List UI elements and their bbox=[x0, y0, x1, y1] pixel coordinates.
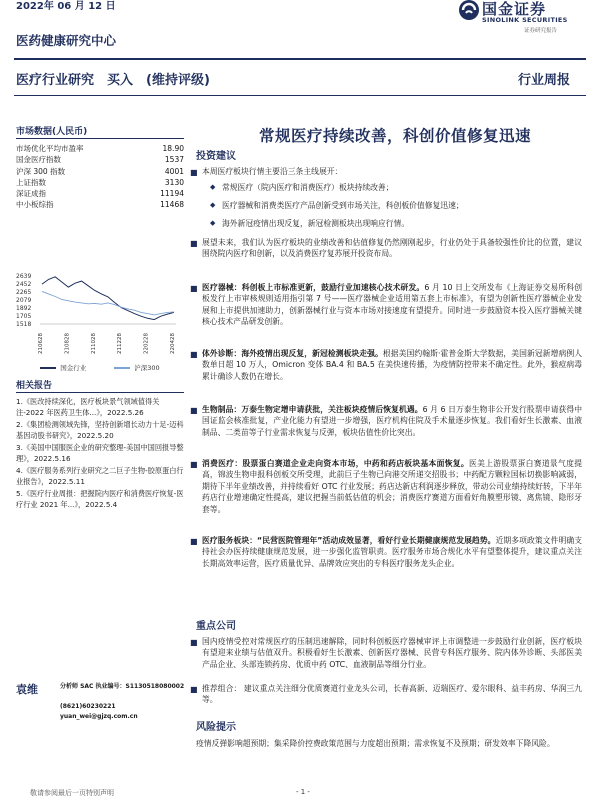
analyst-name: 袁维 bbox=[16, 683, 38, 696]
report-type: 行业周报 bbox=[517, 73, 570, 88]
sub-bullet-1 bbox=[210, 182, 582, 193]
market-data-row bbox=[16, 166, 184, 177]
related-report-item[interactable] bbox=[16, 442, 184, 464]
analyst-sac-number: 分析师 SAC 执业编号：S1130518080002 bbox=[60, 683, 185, 690]
bullet-square-icon: ■ bbox=[190, 350, 198, 359]
market-data-row bbox=[16, 188, 184, 199]
related-report-date: 2022.5.11 bbox=[48, 477, 85, 486]
sub-bullet-text: 医疗器械和消费类医疗产品创新受到市场关注，科创板价值修复迅速； bbox=[222, 201, 464, 210]
diamond-bullet-icon: ◆ bbox=[210, 183, 216, 191]
y-tick-label: 2452 bbox=[16, 281, 32, 288]
bullet-square-icon: ■ bbox=[190, 638, 198, 647]
industry-rating: 医疗行业研究 买入 (维持评级) bbox=[16, 73, 210, 88]
series-line-guojin-industry bbox=[42, 277, 174, 320]
footer-disclaimer: 敬请参阅最后一页特别声明 bbox=[30, 789, 114, 797]
subheader-divider bbox=[14, 95, 586, 96]
related-report-item[interactable] bbox=[16, 396, 184, 418]
key-companies-text: 国内疫情受控对常规医疗的压制迅速解除，同时科创板医疗器械审评上市调整进一步鼓励行业创新，医疗板块有望迎来业绩与估值双升。积极看好生长激素、创新医疗器械、民营专科医疗服务、院内体外诊断、头部医美产品企业、头部连锁药房、优质中药 OTC、血液制品等细分行业。 bbox=[202, 637, 582, 669]
analyst-phone: (8621)60230221 bbox=[60, 703, 116, 710]
chart-legend bbox=[16, 363, 184, 372]
related-report-text: 5.《医疗行业周报：把握院内医疗和消费医疗恢复-医疗行业 2021 年...》， bbox=[16, 489, 184, 509]
market-data-row bbox=[16, 177, 184, 188]
medical-services-text: 近期多项政策文件明确支持社会办医持续健康规范发展，进一步强化监管职责。医疗服务市场合规化水平有望整体提升，建议重点关注长期高效率运营，医疗质量优异、品牌效应突出的专科医疗服务龙头企业。 bbox=[202, 536, 582, 568]
bullet-square-icon: ■ bbox=[190, 284, 198, 293]
diamond-bullet-icon: ◆ bbox=[210, 219, 216, 227]
related-report-item[interactable] bbox=[16, 488, 184, 510]
market-data-value: 3130 bbox=[164, 177, 184, 187]
market-data-table bbox=[16, 143, 184, 211]
bullet-square-icon: ■ bbox=[190, 460, 198, 469]
series-line-hs300 bbox=[42, 291, 174, 315]
x-tick-label: 211028 bbox=[90, 333, 97, 354]
index-line-chart-svg bbox=[16, 272, 184, 362]
medical-services-heading: 医疗服务板块：“民营医院管理年”活动成效显著，看好行业长期健康规范发展趋势。 bbox=[202, 536, 496, 545]
related-report-item[interactable] bbox=[16, 465, 184, 487]
report-date: 2022年 06 月 12 日 bbox=[16, 1, 116, 12]
section-risk: 风险提示 bbox=[196, 722, 236, 733]
market-data-value: 11468 bbox=[160, 200, 184, 210]
sub-bullet-3 bbox=[210, 218, 582, 229]
x-tick-label: 220428 bbox=[170, 333, 176, 354]
market-data-row bbox=[16, 199, 184, 210]
market-data-label: 中小板综指 bbox=[16, 200, 54, 210]
y-tick-label: 2265 bbox=[16, 289, 32, 296]
medical-devices-heading: 医疗器械：科创板上市标准更新，鼓励行业加速核心技术研发。 bbox=[202, 283, 425, 292]
related-report-date: 2022.5.20 bbox=[77, 431, 114, 440]
related-report-text: 1.《医改持续深化，医疗板块景气领域值得关注-2022 年医药卫生体...》， bbox=[16, 397, 160, 417]
y-tick-label: 1892 bbox=[16, 305, 32, 312]
bullet-square-icon: ■ bbox=[190, 168, 198, 177]
paragraph-risk bbox=[196, 738, 582, 749]
paragraph-intro bbox=[190, 166, 582, 177]
legend-swatch bbox=[114, 367, 130, 369]
logo-english-name: SINOLINK SECURITIES bbox=[482, 16, 568, 24]
market-data-value: 4001 bbox=[164, 166, 184, 176]
consumer-medical-text: 医美上游股票蛋白赛道景气度提高，锦波生物申报科创板交所受理，此前巨子生物已向港交所递交招股书；中药配方颗粒国标切换影响减弱，期待下半年业绩改善，并持续看好 OTC 行业发展；药店达新店利润逐步释放，带动公司业绩持续好转，下半年药店行业增速确定性提高，建议把握当前低估值的机会；消费医疗赛道方面看好角膜塑形镜、离焦镜、隐形牙套等。 bbox=[202, 459, 582, 514]
paragraph-portfolio bbox=[190, 683, 582, 706]
ivd-heading: 体外诊断：海外疫情出现反复，新冠检测板块走强。 bbox=[202, 349, 383, 358]
logo-chinese-name: 国金证券 bbox=[482, 0, 547, 18]
medical-devices-text: 6 月 10 日上交所发布《上海证券交易所科创板发行上市审核规则适用指引第 7 号——医疗器械企业适用第五套上市标准》，有望为创新性医疗器械企业发展和上市提供加速助力，创新器械行业与资本市场对接速度有望提升。同时进一步鼓励资本投入医疗器械关键核心技术产品研发创新。 bbox=[202, 283, 582, 327]
sinolink-logo-icon bbox=[458, 0, 480, 21]
consumer-medical-heading: 消费医疗：股票蛋白赛道企业走向资本市场，中药和药店板块基本面恢复。 bbox=[202, 459, 470, 468]
y-tick-label: 1705 bbox=[16, 313, 32, 320]
bullet-square-icon: ■ bbox=[190, 406, 198, 415]
market-data-label: 沪深 300 指数 bbox=[16, 166, 66, 176]
outlook-text: 展望未来，我们认为医疗板块的业绩改善和估值修复仍然刚刚起步，行业仍处于具备较强性价比的位置，建议围绕院内医疗和创新，以及消费医疗复苏展开投资布局。 bbox=[202, 238, 582, 259]
biologics-text: 6 月 6 日万泰生物非公开发行股票申请获得中国证监会核准批复，产业化能力有望进一步增强，医疗机构住院及手术量逐步恢复。我们看好生长激素、血液制品、二类苗等子行业需求恢复与反弹，板块估值性价比突出。 bbox=[202, 405, 582, 437]
related-report-date: 2022.5.26 bbox=[107, 408, 144, 417]
market-data-label: 上证指数 bbox=[16, 177, 46, 187]
sub-bullet-2 bbox=[210, 200, 582, 211]
market-data-value: 11194 bbox=[160, 189, 184, 199]
risk-text: 疫情反弹影响超预期；集采降价控费政策范围与力度超出预期；需求恢复不及预期；研发效率下降风险。 bbox=[196, 739, 555, 748]
page-number: - 1 - bbox=[296, 788, 310, 796]
market-data-row bbox=[16, 154, 184, 165]
paragraph-outlook bbox=[190, 237, 582, 260]
sub-bullet-text: 海外新冠疫情出现反复，新冠检测板块出现响应行情。 bbox=[222, 219, 410, 228]
market-data-label: 深证成指 bbox=[16, 189, 46, 199]
legend-item bbox=[114, 363, 159, 372]
paragraph-medical-services bbox=[190, 535, 582, 569]
logo-tagline: 证券研究报告 bbox=[524, 28, 558, 34]
related-report-text: 2.《集团检测领域先锋，坚持创新增长动力十足-迈科基因动股书研究》， bbox=[16, 420, 184, 440]
intro-text: 本周医疗板块行情主要沿三条主线展开： bbox=[202, 167, 343, 176]
paragraph-consumer-medical bbox=[190, 458, 582, 515]
related-report-date: 2022.5.4 bbox=[85, 500, 118, 509]
sinolink-logo bbox=[458, 0, 598, 39]
sub-bullet-text: 常规医疗（院内医疗和消费医疗）板块持续改善； bbox=[222, 183, 394, 192]
x-tick-label: 211228 bbox=[117, 333, 124, 354]
market-data-label: 国金医疗指数 bbox=[16, 155, 61, 165]
y-tick-label: 2639 bbox=[16, 273, 32, 280]
section-investment-advice: 投资建议 bbox=[196, 151, 236, 162]
related-report-item[interactable] bbox=[16, 419, 184, 441]
analyst-email[interactable]: yuan_wei@gjzq.com.cn bbox=[60, 713, 138, 720]
legend-label: 国金行业 bbox=[60, 364, 87, 372]
paragraph-ivd bbox=[190, 348, 582, 382]
department-title: 医药健康研究中心 bbox=[16, 33, 117, 48]
related-reports bbox=[16, 378, 184, 511]
related-report-text: 3.《美国中国服医企业的研究整理-美国中国回报导整理》， bbox=[16, 443, 184, 463]
x-tick-label: 210828 bbox=[64, 333, 71, 354]
y-tick-label: 2079 bbox=[16, 297, 32, 304]
market-data-value: 1537 bbox=[164, 155, 184, 165]
header-divider bbox=[14, 58, 586, 60]
market-data-label: 市场优化平均市盈率 bbox=[16, 144, 84, 153]
x-tick-label: 220228 bbox=[143, 333, 150, 354]
related-report-text: 4.《医疗服务系列行业研究之二巨子生物-胶原蛋白行业报告》， bbox=[16, 466, 184, 486]
y-tick-label: 1518 bbox=[16, 321, 32, 328]
legend-swatch bbox=[40, 367, 56, 369]
ivd-text: 根据美国约翰斯·霍普金斯大学数据，美国新冠新增病例人数单日超 10 万人，Omicron 变体 BA.4 和 BA.5 在美快速传播，为疫情防控带来不确定性。此外，猴痘病毒累计确诊人数仍在增长。 bbox=[202, 349, 582, 381]
paragraph-medical-devices bbox=[190, 282, 582, 328]
report-title: 常规医疗持续改善，科创价值修复迅速 bbox=[258, 126, 531, 145]
paragraph-key-companies bbox=[190, 636, 582, 670]
market-data-value: 18.90 bbox=[162, 144, 184, 153]
market-data-panel bbox=[16, 124, 184, 211]
market-data-title: 市场数据(人民币) bbox=[16, 124, 184, 139]
related-reports-list bbox=[16, 396, 184, 510]
bullet-square-icon: ■ bbox=[190, 239, 198, 248]
market-data-row bbox=[16, 143, 184, 154]
diamond-bullet-icon: ◆ bbox=[210, 201, 216, 209]
paragraph-biologics bbox=[190, 404, 582, 438]
bullet-square-icon: ■ bbox=[190, 537, 198, 546]
biologics-heading: 生物制品：万泰生物定增申请获批，关注板块疫情后恢复机遇。 bbox=[202, 405, 423, 414]
related-report-date: 2022.5.16 bbox=[33, 454, 71, 463]
legend-label: 沪深300 bbox=[134, 364, 160, 372]
legend-item bbox=[40, 363, 86, 372]
related-reports-title: 相关报告 bbox=[16, 378, 184, 393]
bullet-square-icon: ■ bbox=[190, 685, 198, 694]
section-key-companies: 重点公司 bbox=[196, 621, 236, 632]
portfolio-text: 推荐组合： 建议重点关注细分优质赛道行业龙头公司，长春高新、迈瑞医疗、爱尔眼科、益丰药房、华润三九等。 bbox=[202, 684, 582, 705]
x-tick-label: 210628 bbox=[38, 333, 44, 354]
